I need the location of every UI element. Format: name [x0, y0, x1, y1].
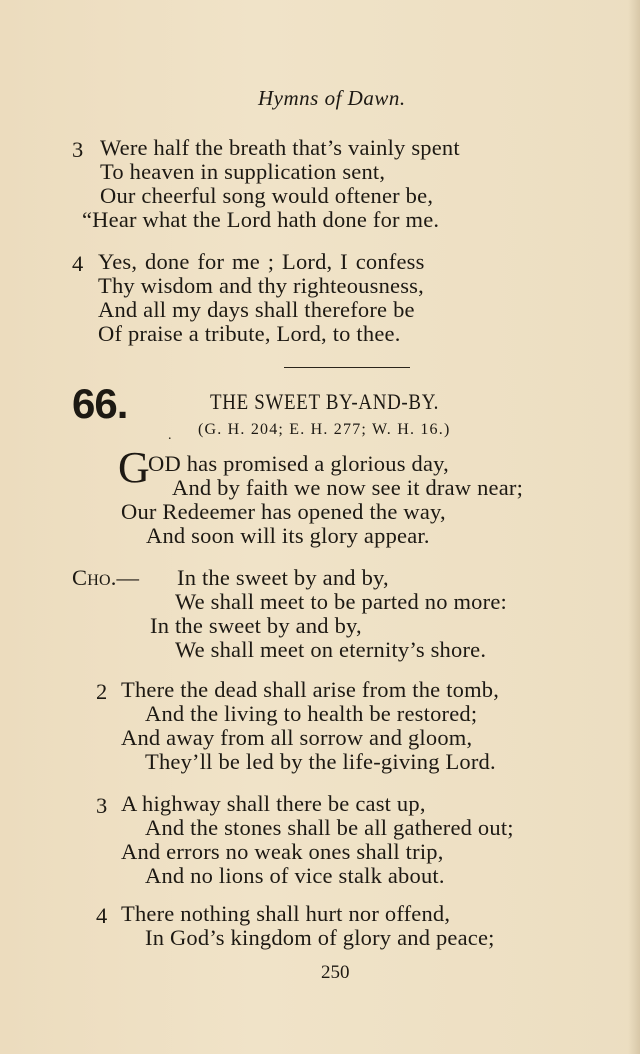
verse-line: And the stones shall be all gathered out;	[145, 815, 514, 840]
tune-references: (G. H. 204; E. H. 277; W. H. 16.)	[198, 421, 451, 438]
verse-line: In God’s kingdom of glory and peace;	[145, 925, 495, 950]
verse-line: “Hear what the Lord hath done for me.	[82, 207, 440, 232]
chorus-line: We shall meet to be parted no more:	[175, 589, 507, 614]
running-head: Hymns of Dawn.	[258, 86, 406, 110]
verse-number: 2	[96, 679, 108, 704]
verse-line: They’ll be led by the life-giving Lord.	[145, 749, 496, 774]
verse-line: Were half the breath that’s vainly spent	[100, 135, 460, 160]
verse-line: Our cheerful song would oftener be,	[100, 183, 434, 208]
verse-line: And errors no weak ones shall trip,	[121, 839, 444, 864]
page-number: 250	[321, 962, 350, 983]
verse-line: OD has promised a glorious day,	[148, 451, 449, 476]
verse-line: To heaven in supplication sent,	[100, 159, 386, 184]
page-edge-shadow	[628, 0, 640, 1054]
verse-line: Our Redeemer has opened the way,	[121, 499, 446, 524]
verse-number: 4	[96, 903, 108, 928]
verse-line: And the living to health be restored;	[145, 701, 478, 726]
chorus-line: In the sweet by and by,	[150, 613, 362, 638]
chorus-label: Cho.—	[72, 565, 140, 590]
verse-line: And by faith we now see it draw near;	[172, 475, 524, 500]
verse-number: 3	[96, 793, 108, 818]
verse-line: And no lions of vice stalk about.	[145, 863, 445, 888]
verse-line: And away from all sorrow and gloom,	[121, 725, 473, 750]
chorus-line: We shall meet on eternity’s shore.	[175, 637, 487, 662]
drop-cap: G	[118, 443, 150, 492]
verse-number: 4	[72, 251, 84, 276]
chorus-line: In the sweet by and by,	[177, 565, 389, 590]
verse-line: Of praise a tribute, Lord, to thee.	[98, 321, 401, 346]
print-speck: .	[168, 428, 172, 443]
verse-line: Yes, done for me ; Lord, I confess	[98, 249, 425, 274]
verse-line: Thy wisdom and thy righteousness,	[98, 273, 424, 298]
verse-line: There nothing shall hurt nor offend,	[121, 901, 451, 926]
verse-line: And all my days shall therefore be	[98, 297, 415, 322]
hymn-number: 66.	[72, 380, 128, 427]
verse-number: 3	[72, 137, 84, 162]
hymn-title: THE SWEET BY-AND-BY.	[210, 389, 440, 414]
verse-line: There the dead shall arise from the tomb,	[121, 677, 500, 702]
section-divider	[284, 367, 410, 368]
verse-line: A highway shall there be cast up,	[121, 791, 426, 816]
verse-line: And soon will its glory appear.	[146, 523, 430, 548]
